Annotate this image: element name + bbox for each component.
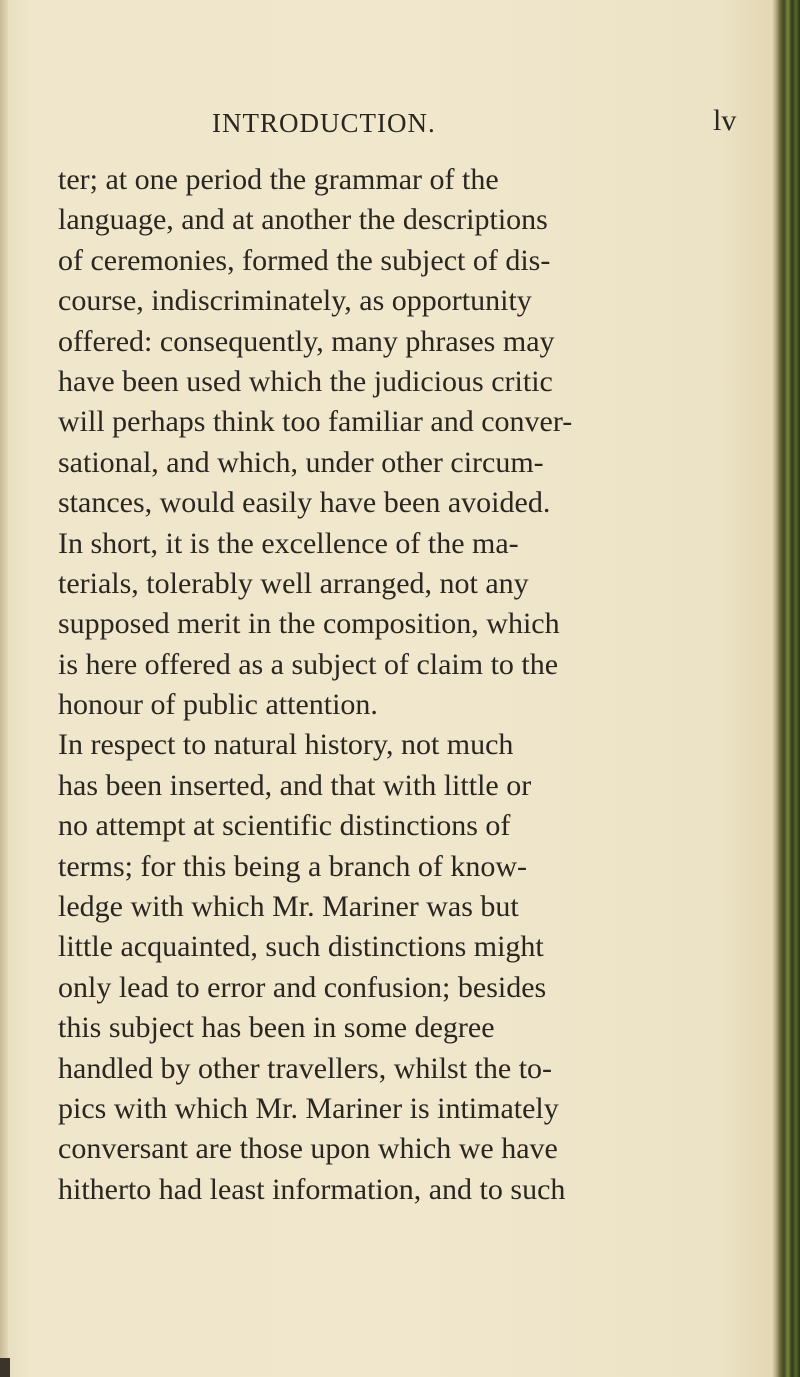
text-line: supposed merit in the composition, which: [58, 607, 560, 641]
text-line: sational, and which, under other circum-: [58, 445, 544, 479]
text-line: no attempt at scientific distinctions of: [58, 809, 511, 843]
text-line: have been used which the judicious critic: [58, 364, 553, 398]
text-line: In respect to natural history, not much: [58, 728, 514, 762]
book-spine: [776, 0, 800, 1377]
corner-mark: [0, 1358, 10, 1377]
text-line: terials, tolerably well arranged, not any: [58, 566, 529, 600]
page-left-edge: [0, 0, 8, 1377]
text-line: In short, it is the excellence of the ma-: [58, 526, 519, 560]
text-line: of ceremonies, formed the subject of dis-: [58, 243, 551, 277]
text-line: stances, would easily have been avoided.: [58, 486, 551, 520]
text-line: has been inserted, and that with little or: [58, 768, 532, 802]
text-line: honour of public attention.: [58, 688, 378, 722]
text-line: offered: consequently, many phrases may: [58, 324, 555, 358]
text-line: hitherto had least information, and to such: [58, 1172, 566, 1206]
text-line: will perhaps think too familiar and conver-: [58, 405, 573, 439]
page-number: lv: [713, 104, 737, 137]
running-title: INTRODUCTION.: [212, 108, 436, 138]
text-line: language, and at another the descriptions: [58, 203, 548, 237]
text-line: course, indiscriminately, as opportunity: [58, 284, 532, 318]
text-line: only lead to error and confusion; besides: [58, 970, 547, 1004]
text-line: this subject has been in some degree: [58, 1011, 495, 1045]
text-line: pics with which Mr. Mariner is intimately: [58, 1091, 559, 1125]
text-line: is here offered as a subject of claim to the: [58, 647, 559, 681]
text-line: ter; at one period the grammar of the: [58, 163, 499, 196]
text-line: ledge with which Mr. Mariner was but: [58, 890, 519, 924]
page-header: [0, 104, 800, 148]
text-line: little acquainted, such distinctions might: [58, 930, 544, 964]
body-text: [58, 160, 718, 1210]
text-line: handled by other travellers, whilst the to-: [58, 1051, 553, 1085]
text-line: terms; for this being a branch of know-: [58, 849, 528, 883]
text-line: conversant are those upon which we have: [58, 1132, 558, 1166]
